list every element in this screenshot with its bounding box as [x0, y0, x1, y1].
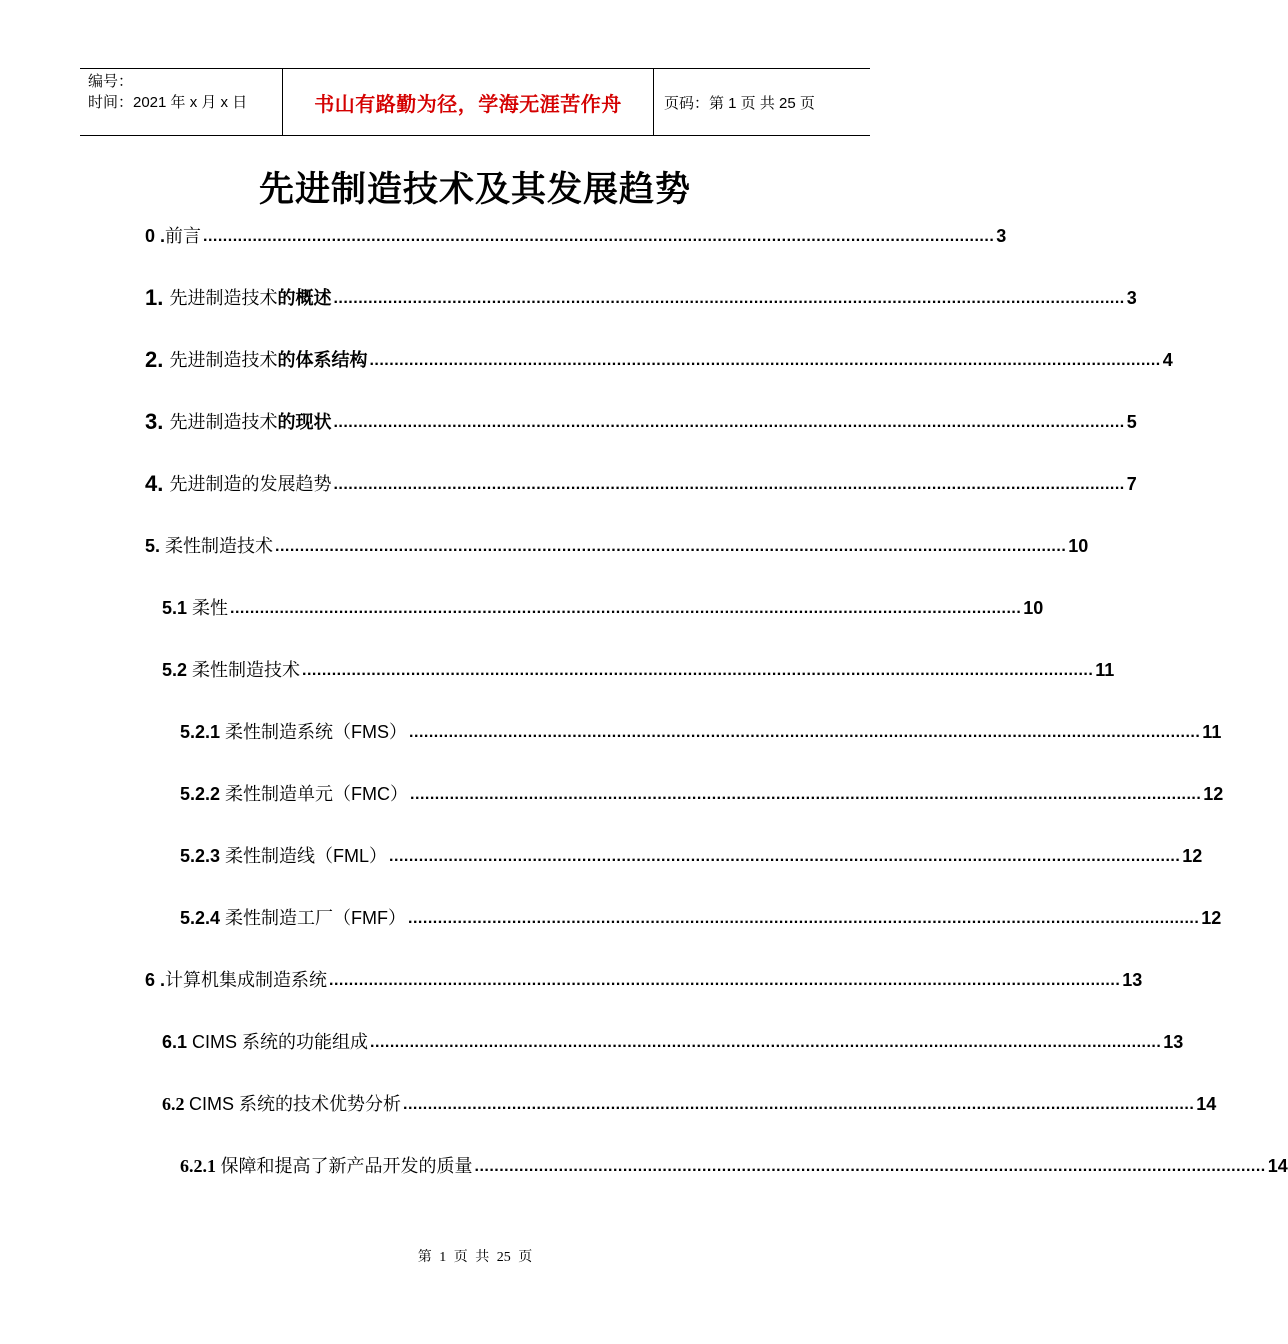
- toc-entry-number: 5.2: [162, 660, 193, 680]
- toc-entry[interactable]: [162, 1025, 1184, 1055]
- toc-entry-page: 10: [1068, 536, 1089, 556]
- toc-entry-page: 12: [1203, 784, 1224, 804]
- toc-entry[interactable]: [162, 653, 1115, 683]
- header-page-info: 页码：第 1 页 共 25 页: [664, 94, 815, 112]
- toc-entry-number: 6.1: [162, 1032, 193, 1052]
- page-header: [80, 68, 870, 136]
- toc-entry[interactable]: [162, 591, 1044, 621]
- toc-entry-title: 柔性制造单元（FMC）: [225, 784, 409, 804]
- toc-leader-dots: ................................................................................................................................................................: [203, 228, 995, 245]
- toc-entry-page: 11: [1202, 722, 1222, 742]
- toc-leader-dots: ................................................................................................................................................................: [230, 600, 1022, 617]
- toc-entry-number: 5.1: [162, 598, 193, 618]
- toc-entry-page: 13: [1163, 1032, 1184, 1052]
- toc-leader-dots: ................................................................................................................................................................: [370, 1034, 1162, 1051]
- toc-leader-dots: ................................................................................................................................................................: [333, 476, 1125, 493]
- toc-entry-number: 0 .: [145, 226, 166, 246]
- toc-entry-title: 柔性: [192, 598, 229, 618]
- toc-entry[interactable]: [145, 343, 1173, 373]
- toc-entry-number: 5.: [145, 536, 166, 556]
- toc-entry[interactable]: [180, 715, 1222, 745]
- toc-entry[interactable]: [162, 1087, 1217, 1117]
- toc-entry[interactable]: [145, 405, 1137, 435]
- toc-entry-page: 3: [996, 226, 1007, 246]
- toc-entry[interactable]: [145, 963, 1143, 993]
- toc-entry-title: 柔性制造线（FML）: [225, 846, 388, 866]
- toc-entry-number: 5.2.3: [180, 846, 226, 866]
- date-label: 时间：2021 年 x 月 x 日: [88, 94, 248, 111]
- toc-entry-title: CIMS 系统的技术优势分析: [189, 1094, 402, 1114]
- toc-entry-title: 先进制造技术: [169, 412, 278, 432]
- toc-entry-number: 1.: [145, 285, 170, 310]
- toc-leader-dots: ................................................................................................................................................................: [302, 662, 1094, 679]
- page-footer: 第 1 页 共 25 页: [417, 1250, 533, 1265]
- toc-entry-number: 5.2.2: [180, 784, 226, 804]
- toc-entry-number: 5.2.1: [180, 722, 226, 742]
- toc-entry-number: 6.2.1: [180, 1156, 221, 1176]
- toc-entry-number: 4.: [145, 471, 170, 496]
- toc-entry-number: 5.2.4: [180, 908, 226, 928]
- toc-entry[interactable]: [180, 1149, 1288, 1179]
- toc-entry-page: 4: [1162, 350, 1173, 370]
- toc-entry[interactable]: [180, 777, 1224, 807]
- toc-entry-title: 柔性制造技术: [165, 536, 274, 556]
- toc-entry-title: 前言: [165, 226, 202, 246]
- toc-entry-title-emphasis: 的概述: [277, 288, 332, 308]
- toc-entry-number: 6.2: [162, 1094, 189, 1114]
- toc-entry-number: 3.: [145, 409, 170, 434]
- toc-leader-dots: ................................................................................................................................................................: [403, 1096, 1195, 1113]
- toc-leader-dots: ................................................................................................................................................................: [369, 352, 1161, 369]
- toc-leader-dots: ................................................................................................................................................................: [333, 290, 1125, 307]
- toc-entry-page: 3: [1126, 288, 1137, 308]
- toc-entry-title: 先进制造技术: [169, 288, 278, 308]
- toc-entry[interactable]: [180, 839, 1203, 869]
- toc-entry-title-emphasis: 的现状: [277, 412, 332, 432]
- document-title: 先进制造技术及其发展趋势: [258, 169, 691, 210]
- toc-entry-page: 11: [1095, 660, 1115, 680]
- toc-entry[interactable]: [145, 467, 1137, 497]
- toc-leader-dots: ................................................................................................................................................................: [408, 910, 1200, 927]
- toc-entry-page: 5: [1126, 412, 1137, 432]
- toc-entry-page: 7: [1126, 474, 1137, 494]
- toc-entry[interactable]: [145, 219, 1007, 249]
- toc-entry[interactable]: [145, 281, 1137, 311]
- toc-entry-title: 先进制造的发展趋势: [169, 474, 332, 494]
- header-motto: 书山有路勤为径，学海无涯苦作舟: [282, 69, 654, 135]
- toc-entry-title: 柔性制造技术: [192, 660, 301, 680]
- toc-leader-dots: ................................................................................................................................................................: [409, 724, 1201, 741]
- toc-leader-dots: ................................................................................................................................................................: [275, 538, 1067, 555]
- toc-entry-page: 14: [1267, 1156, 1288, 1176]
- toc-entry-page: 10: [1023, 598, 1044, 618]
- toc-entry-page: 12: [1201, 908, 1222, 928]
- toc-leader-dots: ................................................................................................................................................................: [389, 848, 1181, 865]
- toc-entry-number: 2.: [145, 347, 170, 372]
- toc-entry-title: 柔性制造系统（FMS）: [225, 722, 408, 742]
- toc-entry-page: 12: [1182, 846, 1203, 866]
- toc-entry-page: 13: [1122, 970, 1143, 990]
- serial-number-label: 编号：: [88, 73, 134, 90]
- toc-leader-dots: ................................................................................................................................................................: [474, 1158, 1266, 1175]
- toc-leader-dots: ................................................................................................................................................................: [410, 786, 1202, 803]
- toc-entry-page: 14: [1196, 1094, 1217, 1114]
- toc-entry-title: 柔性制造工厂（FMF）: [225, 908, 407, 928]
- toc-entry[interactable]: [180, 901, 1222, 931]
- toc-entry-title: CIMS 系统的功能组成: [192, 1032, 369, 1052]
- toc-leader-dots: ................................................................................................................................................................: [333, 414, 1125, 431]
- toc-entry-title: 保障和提高了新产品开发的质量: [220, 1156, 473, 1176]
- toc-entry-title: 先进制造技术: [169, 350, 278, 370]
- header-meta: [80, 69, 282, 135]
- toc-leader-dots: ................................................................................................................................................................: [329, 972, 1121, 989]
- toc-entry-number: 6 .: [145, 970, 166, 990]
- toc-entry-title-emphasis: 的体系结构: [277, 350, 368, 370]
- toc-entry-title: 计算机集成制造系统: [165, 970, 328, 990]
- toc-entry[interactable]: [145, 529, 1089, 559]
